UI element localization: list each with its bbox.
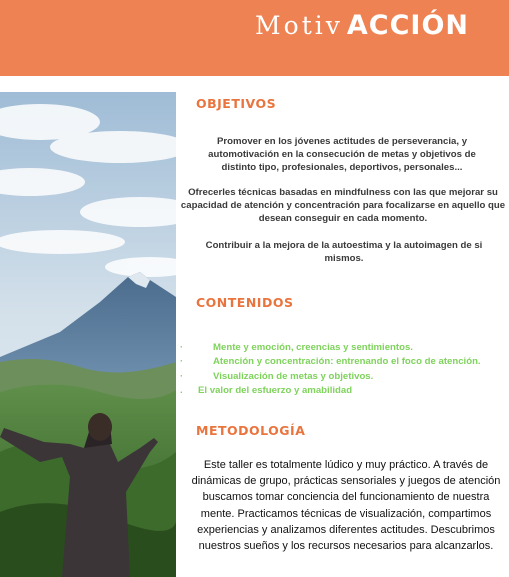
objetivos-heading: OBJETIVOS	[196, 96, 277, 111]
list-item	[180, 370, 509, 384]
objetivos-paragraph-1: Promover en los jóvenes actitudes de perseverancia, y automotivación en la consecución de metas y objetivos de distinto tipo, profesionales, deportivos, personales...	[208, 136, 476, 173]
list-item	[180, 341, 509, 355]
metodologia-paragraph: Este taller es totalmente lúdico y muy práctico. A través de dinámicas de grupo, prácticas sensoriales y juegos de atención buscamos tomar conciencia del funcionamiento de nuestra mente. Practicamos técnicas de visualización, compartimos experiencias y analizamos diferentes actitudes. Descubrimos nuestros sueños y los recursos necesarios para alcanzarlos.	[191, 459, 501, 553]
list-item-text: Mente y emoción, creencias y sentimientos.	[213, 342, 413, 353]
list-item	[180, 384, 509, 398]
list-bullet: ·	[180, 342, 184, 353]
contenidos-heading: CONTENIDOS	[196, 295, 294, 310]
objetivos-paragraph-2: Ofrecerles técnicas basadas en mindfulness con las que mejorar su capacidad de atención y concentración para focalizarse en aquello que desean conseguir en cada momento.	[180, 187, 506, 224]
list-item-text: Atención y concentración: entrenando el foco de atención.	[213, 356, 481, 368]
list-item-text: Visualización de metas y objetivos.	[213, 370, 374, 382]
metodologia-heading: METODOLOGÍA	[196, 423, 306, 438]
list-bullet: .	[180, 384, 183, 396]
title-part-motiv: Motiv	[255, 11, 343, 40]
list-bullet: ·	[180, 356, 184, 368]
list-item-text: El valor del esfuerzo y amabilidad	[198, 384, 353, 396]
page-title	[255, 12, 469, 39]
objetivos-paragraph-3: Contribuir a la mejora de la autoestima y la autoimagen de si mismos.	[205, 240, 483, 264]
list-bullet: ·	[180, 370, 184, 382]
mountain-photo	[0, 92, 176, 577]
contenidos-list	[180, 341, 509, 398]
list-item	[180, 355, 509, 369]
title-part-accion: ACCIÓN	[346, 10, 469, 41]
header-banner	[0, 0, 509, 76]
